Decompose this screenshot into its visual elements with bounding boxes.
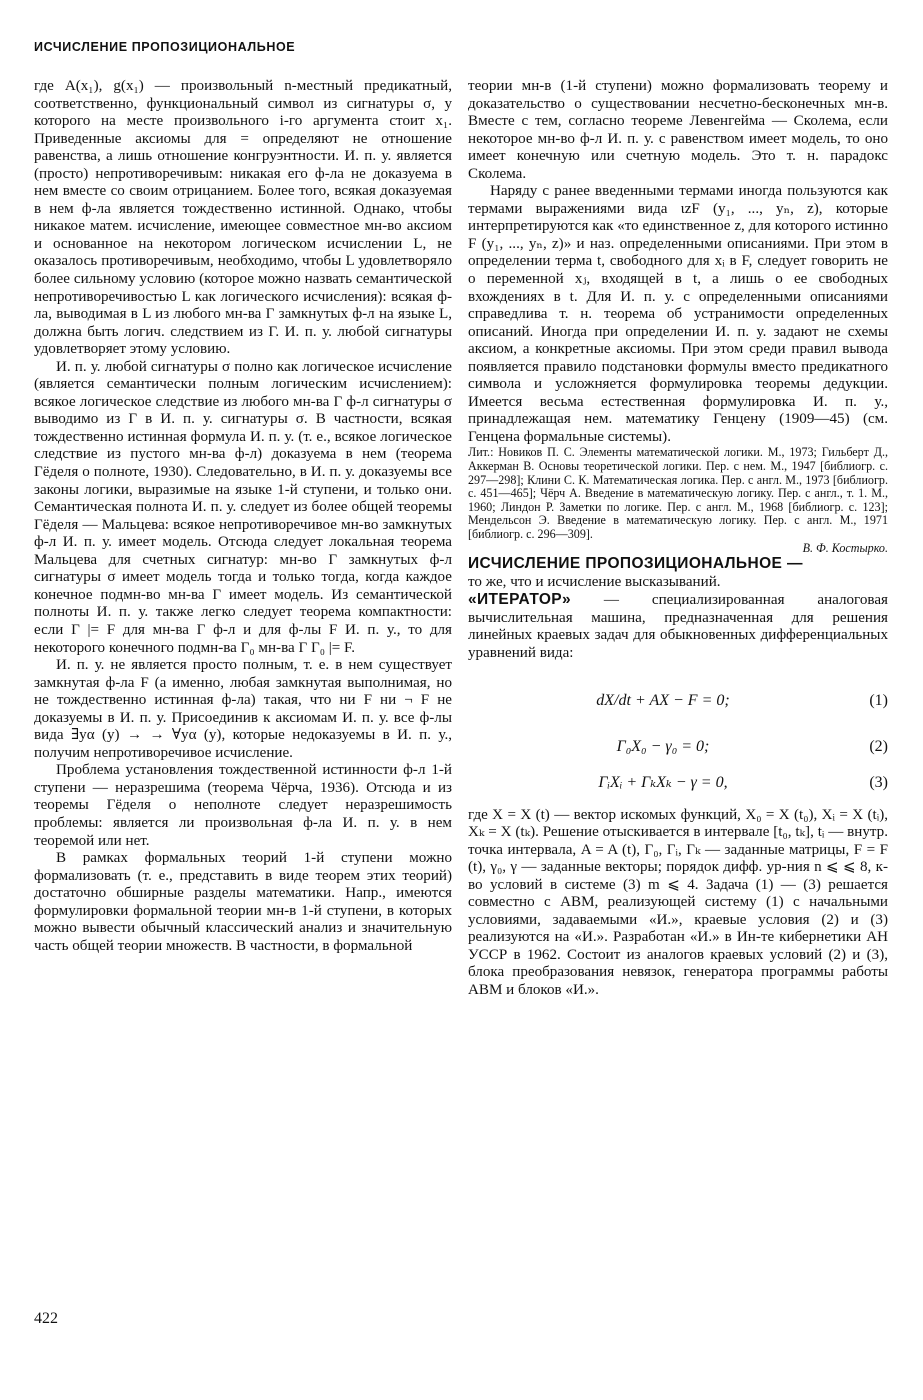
paragraph: В рамках формальных теорий 1-й ступени можно формализовать (т. е., представить в виде теорем этих теорий) достаточно обширные разделы математики. Напр., имеются формулировки формальной теории мн-в 1-й ступени, в которых можно вывести обычный классический анализ и значительную часть общей теории множеств. В частности, в формальной (34, 850, 452, 954)
left-column (34, 78, 452, 955)
formula-block (468, 673, 888, 801)
entry-title: ИСЧИСЛЕНИЕ ПРОПОЗИЦИОНАЛЬНОЕ — (468, 555, 803, 573)
formula-row (468, 673, 888, 729)
paragraph: Наряду с ранее введенными термами иногда пользуются как термами выражениями вида ιzF (y₁, ..., yₙ, z), которые интерпретируются как «то единственное z, для которого истинно F (y₁, ..., yₙ, z)» и наз. определенными описаниями. При этом в определении терма t, свободного для xᵢ в F, следует говорить не о переменной xⱼ, входящей в t, а лишь о ее свободных вхождениях в t. Для И. п. у. с определенными описаниями справедлива т. н. теорема об устранимости определенных описаний. Иногда при определении И. п. у. задают не схемы аксиом, а конкретные аксиомы. При этом среди правил вывода появляется правило подстановки формулы вместо предикатного символа и усложняется формулировка теоремы дедукции. Имеется весьма естественная формулировка И. п. у., принадлежащая нем. математику Генцену (1909—45) (см. Генцена формальные системы). (468, 183, 888, 445)
paragraph: И. п. у. любой сигнатуры σ полно как логическое исчисление (является семантически полным логическим исчислением): всякое логическое следствие из любого мн-ва Γ ф-л сигнатуры σ выводимо из Γ в И. п. у. сигнатуры σ. В частности, всякая тождественно истинная формула И. п. у. (т. е., всякое логическое следствие из пустого мн-ва ф-л) доказуема в нем (теорема Гёделя о полноте, 1930). Следовательно, в И. п. у. доказуемы все законы логики, выразимые на языке 1-й ступени, и только они. Семантическая полнота И. п. у. следует из более общей теоремы Гёделя — Мальцева: всякое непротиворечивое мн-во замкнутых ф-л И. п. у. имеет модель. Отсюда следует локальная теорема Мальцева для счетных сигнатур: мн-во Γ замкнутых ф-л сигнатуры σ имеет модель тогда и только тогда, когда каждое конечное подмн-во мн-ва Γ имеет модель. Из семантической полноты И. п. у. также легко следует теорема компактности: если Γ |= F для мн-ва Γ ф-л и для ф-лы F И. п. у., то для некоторого конечного подмн-ва Γ₀ мн-ва Γ Γ₀ |= F. (34, 358, 452, 656)
paragraph: Проблема установления тождественной истинности ф-л 1-й ступени — неразрешима (теорема Чёрча, 1936). Отсюда и из теоремы Гёделя о неполноте следует неразрешимость проблемы: является ли произвольная ф-ла И. п. у. в нем теоремой или нет. (34, 762, 452, 849)
author-signature: В. Ф. Костырко. (802, 540, 888, 555)
paragraph: теории мн-в (1-й ступени) можно формализовать теорему и доказательство о существовании несчетно-бесконечных мн-в. Вместе с тем, согласно теореме Левенгейма — Сколема, если некоторое мн-во ф-л И. п. у. с равенством имеет модель, то оно имеет конечную или счетную модель. Это т. н. парадокс Сколема. (468, 78, 888, 182)
paragraph: И. п. у. не является просто полным, т. е. в нем существует замкнутая ф-ла F (а именно, любая замкнутая выполнимая, но не тождественно истинная ф-ла) такая, что ни F ни ¬ F не доказуемы в И. п. у. Присоединив к аксиомам И. п. у. все ф-лы вида ∃yα (y) → → ∀yα (y), которые недоказуемы в И. п. у., получим непротиворечивое исчисление. (34, 657, 452, 761)
formula: ΓᵢXᵢ + ΓₖXₖ − γ = 0, (598, 773, 728, 791)
entry-text: то же, что и исчисление высказываний. (468, 573, 721, 590)
right-column (468, 78, 888, 1000)
formula-row (468, 729, 888, 765)
paragraph: где A(x₁), g(x₁) — произвольный n-местный предикатный, соответственно, функциональный символ из сигнатуры σ, у которого на месте произвольного i-го аргумента стоит x₁. Приведенные аксиомы для = определяют не отношение равенства, а лишь отношение конгруэнтности. И. п. у. является (просто) непротиворечивым: никакая его ф-ла не доказуема в нем вместе со своим отрицанием. Более того, всякая доказуемая в нем ф-ла является тождественно истинной. Однако, чтобы никакое матем. исчисление, имеющее совместное мн-во аксиом и основанное на некотором логическом исчислении L, не оказалось противоречивым, необходимо, чтобы L удовлетворяло более сильному условию (которое можно назвать семантической непротиворечивостью L как логического исчисления): всякая ф-ла, выводимая в L из любого мн-ва Γ замкнутых ф-л на языке L, должна быть логич. следствием из Γ. И. п. у. любой сигнатуры удовлетворяет этому условию. (34, 78, 452, 358)
formula-row (468, 765, 888, 801)
formula-number: (3) (869, 773, 888, 791)
entry-title: «ИТЕРАТОР» (468, 591, 572, 609)
entry-iterator (468, 591, 888, 662)
running-title: ИСЧИСЛЕНИЕ ПРОПОЗИЦИОНАЛЬНОЕ (34, 40, 296, 54)
entry-isch-prop (468, 555, 888, 591)
paragraph: где X = X (t) — вектор искомых функций, X₀ = X (t₀), Xᵢ = X (tᵢ), Xₖ = X (tₖ). Решение отыскивается в интервале [t₀, tₖ], tᵢ — внутр. точка интервала, A = A (t), Γ₀, Γᵢ, Γₖ — заданные матрицы, F = F (t), γ₀, γ — заданные векторы; порядок дифф. ур-ния n ⩽ ⩽ 8, к-во условий в системе (3) m ⩽ 4. Задача (1) — (3) решается совместно с АВМ, реализующей систему (1) с начальными условиями, задаваемыми «И.», краевые условия (2) и (3) реализуются на «И.». Разработан «И.» в Ин-те кибернетики АН УССР в 1962. Состоит из аналогов краевых условий (2) и (3), блока преобразования невязок, генератора программы работы АВМ и блоков «И.». (468, 806, 888, 998)
formula: dX/dt + AX − F = 0; (596, 691, 730, 709)
literature-list: Лит.: Новиков П. С. Элементы математической логики. М., 1973; Гильберт Д., Аккерман В. Основы теоретической логики. Пер. с нем. М., 1947 [библиогр. с. 297—298]; Клини С. К. Математическая логика. Пер. с англ. М., 1973 [библиогр. с. 451—465]; Чёрч А. Введение в математическую логику. Пер. с англ., т. 1. М., 1960; Линдон Р. Заметки по логике. Пер. с англ. М., 1968 [библиогр. с. 123]; Мендельсон Э. Введение в математическую логику. Пер. с англ. М., 1971 [библиогр. с. 296—309]. (468, 445, 888, 542)
page-number: 422 (34, 1310, 58, 1327)
entry-text: — специализированная аналоговая вычислительная машина, предназначенная для решения линейных краевых задач для обыкновенных дифференциальных уравнений вида: (468, 592, 888, 661)
formula-number: (2) (869, 737, 888, 755)
formula-number: (1) (869, 691, 888, 709)
formula: Γ₀X₀ − γ₀ = 0; (616, 737, 710, 755)
